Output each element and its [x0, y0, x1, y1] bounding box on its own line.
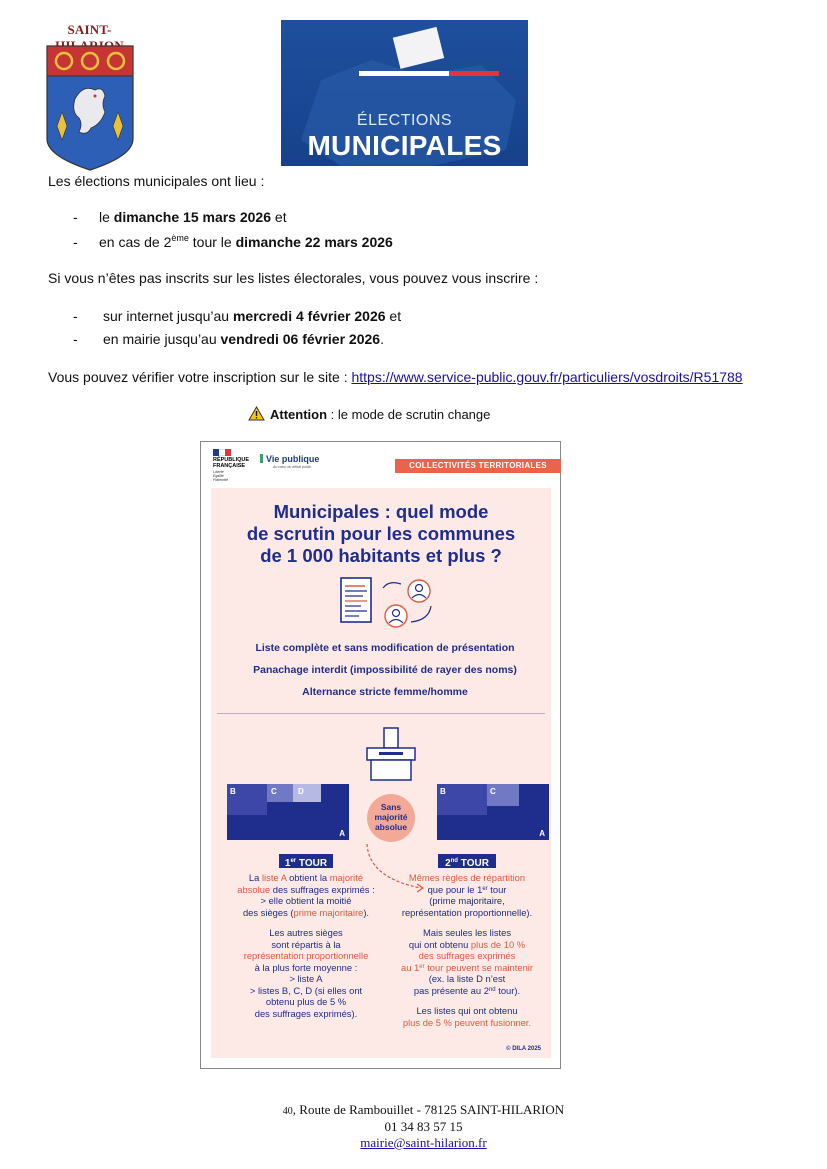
- email-link[interactable]: mairie@saint-hilarion.fr: [360, 1135, 487, 1150]
- warning-notice: Attention : le mode de scrutin change: [248, 406, 490, 424]
- rf-motto: Liberté Égalité Fraternité: [213, 470, 228, 482]
- vie-publique-tagline: Au cœur du débat public: [273, 465, 312, 469]
- footer-phone: 01 34 83 57 15: [384, 1119, 463, 1134]
- service-public-link[interactable]: https://www.service-public.gouv.fr/particuliers/vosdroits/R51788: [351, 369, 743, 385]
- town-crest: [42, 22, 137, 172]
- ballot-list-icon: [339, 576, 439, 634]
- ballot-box-icon: [361, 726, 421, 784]
- verify-text: Vous pouvez vérifier votre inscription sur le site : https://www.service-public.gouv.fr/particuliers/vosdroits/R51788: [48, 369, 743, 385]
- round2-seat-chart: [437, 784, 549, 840]
- footer-email: [0, 1135, 827, 1151]
- warning-icon: [248, 406, 265, 424]
- rule-no-panachage: Panachage interdit (impossibilité de rayer des noms): [253, 664, 517, 676]
- banner-line1: ÉLECTIONS: [356, 112, 453, 129]
- coat-of-arms-icon: [45, 44, 135, 172]
- footer-address: 40, Route de Rambouillet - 78125 SAINT-HILARION: [282, 1102, 565, 1117]
- round2-explanation: Mêmes règles de répartition que pour le 1er tour (prime majoritaire, représentation proportionnelle). Mais seules les listes qui ont obtenu plus de 10 % des suffrages exprimés au 1er tour peuvent se maintenir (ex. la liste D n’est pas présente au 2nd tour). Les listes qui ont obtenu plus de 5 % peuvent fusionner.: [401, 872, 533, 1028]
- round1-seat-chart: [227, 784, 349, 840]
- label-b: B: [440, 787, 446, 796]
- banner-line2: MUNICIPALES: [307, 130, 502, 161]
- date-item-1: - le dimanche 15 mars 2026 et: [73, 209, 287, 225]
- crest-name: SAINT-: [67, 22, 112, 37]
- round1-badge: 1er TOUR: [279, 854, 333, 868]
- round2-badge: 2nd TOUR: [438, 854, 496, 868]
- label-a: A: [539, 829, 545, 838]
- republique-francaise: RÉPUBLIQUE FRANÇAISE: [213, 457, 250, 469]
- round1-explanation: La liste A obtient la majorité absolue des suffrages exprimés : > elle obtient la moitié des sièges (prime majoritaire). Les autres sièges sont répartis à la représentation proportionnelle à la plus forte moyenne : > liste A > listes B, C, D (si elles ont obtenu plus de 5 % des suffrages exprimés).: [237, 872, 375, 1019]
- voting-system-infographic: [200, 441, 561, 1069]
- date-item-2: - en cas de 2ème tour le dimanche 22 mars 2026: [73, 233, 393, 250]
- vie-publique-mark-icon: [260, 454, 263, 463]
- category-badge: COLLECTIVITÉS TERRITORIALES: [395, 459, 561, 473]
- infographic-body: [211, 488, 551, 1058]
- rule-parity: Alternance stricte femme/homme: [302, 686, 468, 698]
- register-intro: Si vous n’êtes pas inscrits sur les listes électorales, vous pouvez vous inscrire :: [48, 270, 539, 286]
- no-majority-badge: Sans majorité absolue: [367, 794, 415, 842]
- vie-publique-logo: Vie publique: [260, 454, 319, 464]
- label-a: A: [339, 829, 345, 838]
- infographic-header: [201, 442, 560, 486]
- intro-text: Les élections municipales ont lieu :: [48, 173, 265, 189]
- section-divider: [217, 713, 545, 714]
- register-item-2: - en mairie jusqu’au vendredi 06 février 2026.: [73, 331, 384, 347]
- french-flag-icon: [213, 449, 231, 456]
- label-d: D: [298, 787, 304, 796]
- label-b: B: [230, 787, 236, 796]
- rule-complete-list: Liste complète et sans modification de présentation: [255, 642, 515, 654]
- register-item-1: - sur internet jusqu’au mercredi 4 février 2026 et: [73, 308, 402, 324]
- copyright: © DILA 2025: [506, 1046, 541, 1052]
- elections-banner: [281, 20, 528, 166]
- label-c: C: [271, 787, 277, 796]
- label-c: C: [490, 787, 496, 796]
- infographic-title: Municipales : quel mode de scrutin pour les communes de 1 000 habitants et plus ?: [246, 501, 516, 566]
